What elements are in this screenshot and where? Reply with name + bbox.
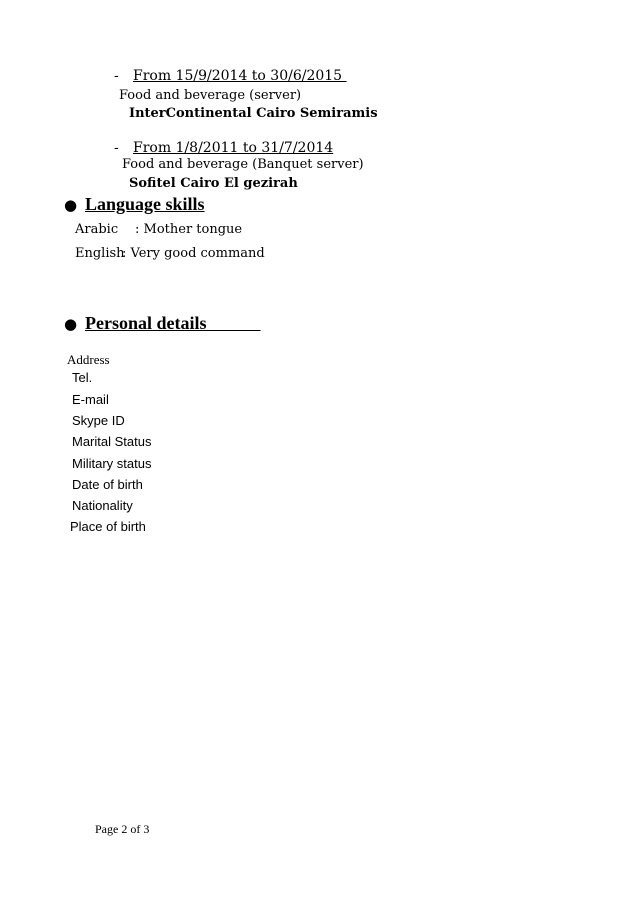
personal-details-heading-text: Personal details: [85, 313, 207, 333]
personal-details-bullet: ●: [64, 315, 78, 333]
experience-1-dash: -: [114, 68, 119, 84]
field-place-of-birth: Place of birth: [70, 519, 146, 534]
field-military-status: Military status: [72, 456, 152, 471]
experience-2-role: Food and beverage (Banquet server): [122, 157, 364, 172]
language-english-name: English: [75, 246, 125, 261]
field-date-of-birth: Date of birth: [72, 477, 143, 492]
field-marital-status: Marital Status: [72, 434, 152, 449]
experience-1-role: Food and beverage (server): [119, 88, 302, 103]
page-number: Page 2 of 3: [95, 822, 150, 836]
personal-details-heading-underline: [207, 313, 261, 333]
field-address: Address: [67, 352, 110, 367]
language-arabic-level: : Mother tongue: [135, 222, 243, 237]
experience-1-dates: From 15/9/2014 to 30/6/2015: [133, 68, 347, 84]
field-tel: Tel.: [72, 370, 93, 385]
language-skills-heading: Language skills: [85, 194, 205, 214]
experience-2-dates: From 1/8/2011 to 31/7/2014: [133, 140, 334, 156]
language-skills-bullet: ●: [64, 196, 78, 214]
language-arabic-name: Arabic: [75, 222, 119, 237]
language-english-level: : Very good command: [122, 246, 265, 261]
experience-2-dash: -: [114, 140, 119, 156]
field-email: E-mail: [72, 392, 109, 407]
personal-details-heading: [85, 313, 261, 334]
field-nationality: Nationality: [72, 498, 133, 513]
experience-1-employer: InterContinental Cairo Semiramis: [129, 106, 378, 121]
field-skype-id: Skype ID: [72, 413, 125, 428]
experience-2-employer: Sofitel Cairo El gezirah: [129, 176, 298, 191]
